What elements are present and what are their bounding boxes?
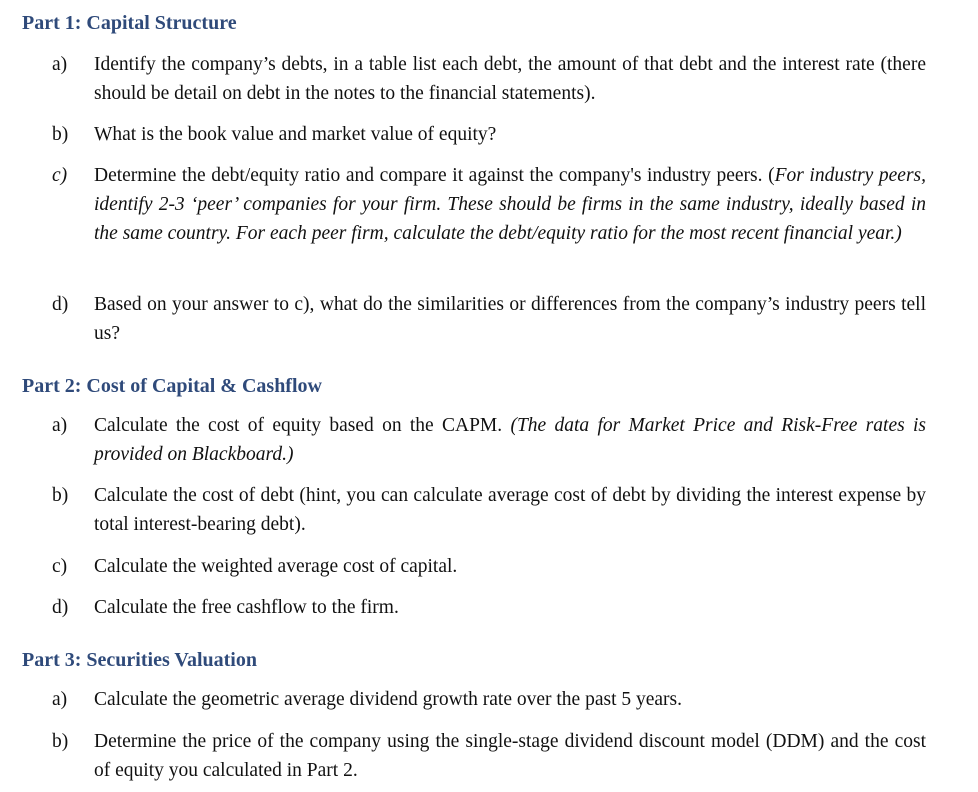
item-marker: c) [52, 165, 68, 186]
item-marker: c) [52, 556, 68, 577]
part-3-item-b [52, 727, 926, 785]
item-marker: a) [52, 689, 68, 710]
item-marker: b) [52, 124, 69, 145]
part-1-item-c [52, 161, 926, 248]
item-text [94, 411, 926, 469]
item-text: What is the book value and market value of equity? [94, 124, 497, 145]
item-text-plain: Calculate the cost of equity based on the CAPM. [94, 415, 511, 436]
part-1-heading: Part 1: Capital Structure [22, 12, 237, 34]
part-2-item-b [52, 481, 926, 539]
item-text: Determine the price of the company using the single-stage dividend discount model (DDM) and the cost of equity you calculated in Part 2. [94, 731, 926, 781]
part-2-heading: Part 2: Cost of Capital & Cashflow [22, 375, 322, 397]
item-marker: d) [52, 597, 69, 618]
item-marker: a) [52, 415, 68, 436]
part-2-item-a [52, 411, 926, 469]
item-text: Calculate the cost of debt (hint, you can calculate average cost of debt by dividing the interest expense by total interest-bearing debt). [94, 485, 926, 535]
part-1-item-b [52, 120, 926, 149]
item-text: Calculate the free cashflow to the firm. [94, 597, 399, 618]
item-text [94, 161, 926, 248]
item-marker: b) [52, 731, 69, 752]
item-marker: d) [52, 294, 69, 315]
part-1-item-a [52, 50, 926, 108]
item-text: Based on your answer to c), what do the similarities or differences from the company’s industry peers tell us? [94, 294, 926, 344]
part-1-item-d [52, 290, 926, 348]
item-marker: b) [52, 485, 69, 506]
item-text-plain: Determine the debt/equity ratio and compare it against the company's industry peers. ( [94, 165, 775, 186]
item-text: Calculate the geometric average dividend growth rate over the past 5 years. [94, 689, 683, 710]
item-text: Identify the company’s debts, in a table list each debt, the amount of that debt and the interest rate (there should be detail on debt in the notes to the financial statements). [94, 54, 926, 104]
part-2-item-d [52, 593, 926, 622]
part-3-item-a [52, 685, 926, 714]
part-2-item-c [52, 552, 926, 581]
item-text-italic: (The data for Market Price and Risk-Free rates is provided on Blackboard.) [94, 415, 926, 465]
item-text: Calculate the weighted average cost of capital. [94, 556, 458, 577]
item-marker: a) [52, 54, 68, 75]
part-3-heading: Part 3: Securities Valuation [22, 649, 257, 671]
item-text-italic: For industry peers, identify 2-3 ‘peer’ companies for your firm. These should be firms in the same industry, ideally based in the same country. For each peer firm, calculate the debt/equity ratio for the most recent financial year.) [94, 165, 927, 244]
